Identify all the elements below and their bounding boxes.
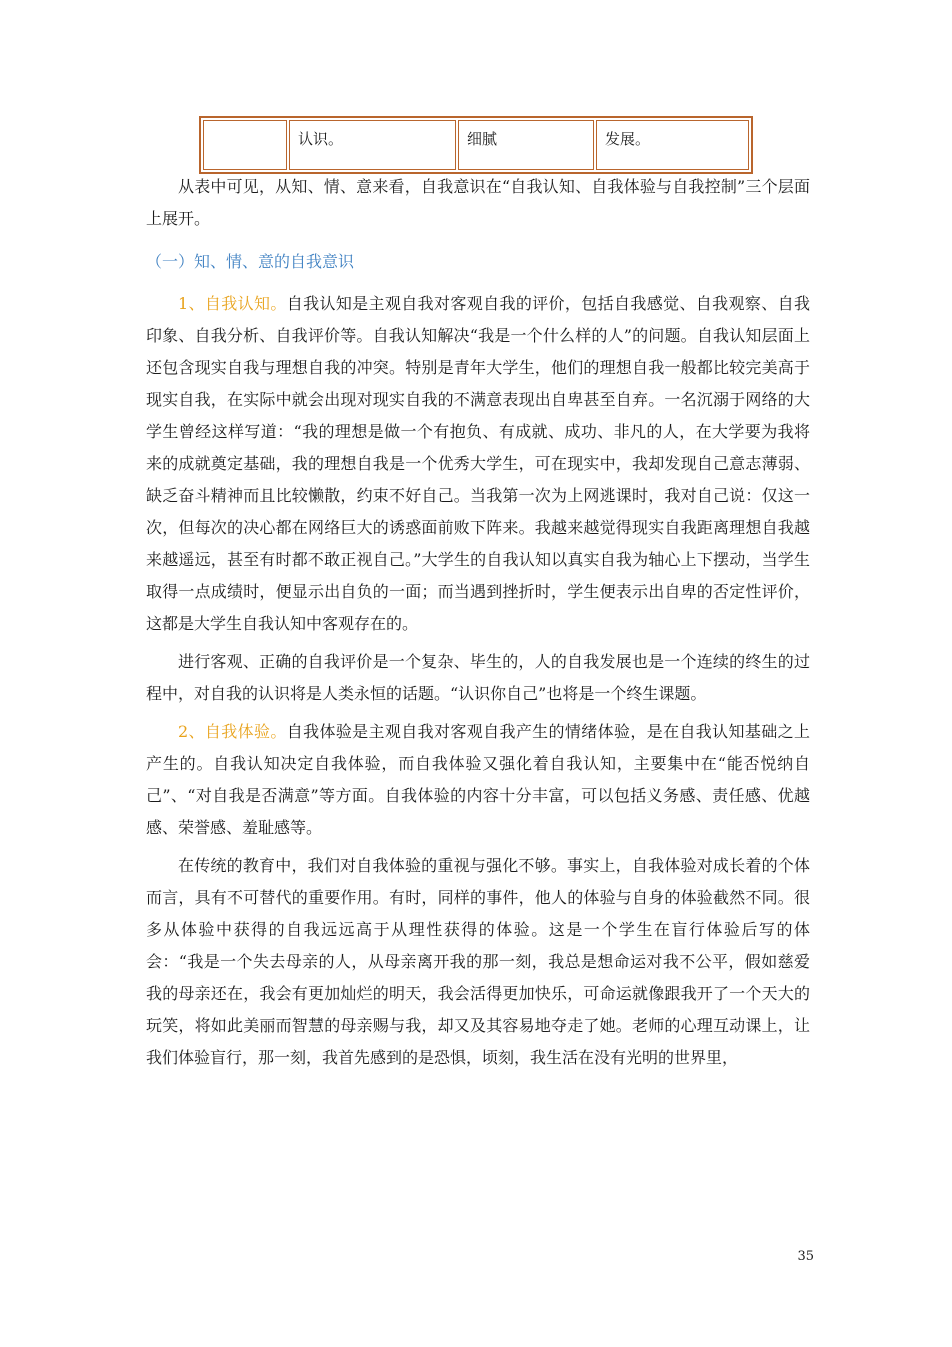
paragraph-self-experience-text: 自我体验是主观自我对客观自我产生的情绪体验，是在自我认知基础之上产生的。自我认知决定自我体验，而自我体验又强化着自我认知，主要集中在“能否悦纳自己”、“对自我是否满意”等方面。自我体验的内容十分丰富，可以包括义务感、责任感、优越感、荣誉感、羞耻感等。 [146, 722, 810, 837]
table-fragment [199, 116, 753, 174]
page-number: 35 [797, 1249, 814, 1264]
paragraph-traditional-education: 在传统的教育中，我们对自我体验的重视与强化不够。事实上，自我体验对成长着的个体而言，具有不可替代的重要作用。有时，同样的事件，他人的体验与自身的体验截然不同。很多从体验中获得的自我远远高于从理性获得的体验。这是一个学生在盲行体验后写的体会：“我是一个失去母亲的人，从母亲离开我的那一刻，我总是想命运对我不公平，假如慈爱我的母亲还在，我会有更加灿烂的明天，我会活得更加快乐，可命运就像跟我开了一个天大的玩笑，将如此美丽而智慧的母亲赐与我，却又及其容易地夺走了她。老师的心理互动课上，让我们体验盲行，那一刻，我首先感到的是恐惧，顷刻，我生活在没有光明的世界里， [146, 856, 810, 1067]
subheading-self-cognition: 1、自我认知。 [178, 294, 287, 313]
table-row [203, 120, 749, 170]
paragraph-self-evaluation: 进行客观、正确的自我评价是一个复杂、毕生的，人的自我发展也是一个连续的终生的过程中，对自我的认识将是人类永恒的话题。“认识你自己”也将是一个终生课题。 [146, 652, 810, 703]
table-cell-3: 细腻 [458, 120, 594, 170]
paragraph-self-cognition [146, 288, 810, 640]
paragraph-self-cognition-text: 自我认知是主观自我对客观自我的评价，包括自我感觉、自我观察、自我印象、自我分析、自我评价等。自我认知解决“我是一个什么样的人”的问题。自我认知层面上还包含现实自我与理想自我的冲突。特别是青年大学生，他们的理想自我一般都比较完美高于现实自我，在实际中就会出现对现实自我的不满意表现出自卑甚至自弃。一名沉溺于网络的大学生曾经这样写道：“我的理想是做一个有抱负、有成就、成功、非凡的人，在大学要为我将来的成就奠定基础，我的理想自我是一个优秀大学生，可在现实中，我却发现自己意志薄弱、缺乏奋斗精神而且比较懒散，约束不好自己。当我第一次为上网逃课时，我对自己说：仅这一次，但每次的决心都在网络巨大的诱惑面前败下阵来。我越来越觉得现实自我距离理想自我越来越遥远，甚至有时都不敢正视自己。”大学生的自我认知以真实自我为轴心上下摆动，当学生取得一点成绩时，便显示出自负的一面；而当遇到挫折时，学生便表示出自卑的否定性评价，这都是大学生自我认知中客观存在的。 [146, 294, 810, 633]
body-text [146, 171, 810, 1074]
paragraph-self-experience [146, 716, 810, 844]
paragraph-summary: 从表中可见，从知、情、意来看，自我意识在“自我认知、自我体验与自我控制”三个层面上展开。 [146, 177, 810, 228]
table-cell-1 [203, 120, 287, 170]
table-cell-2: 认识。 [289, 120, 456, 170]
section-heading: （一）知、情、意的自我意识 [146, 252, 355, 271]
table-cell-4: 发展。 [596, 120, 749, 170]
subheading-self-experience: 2、自我体验。 [178, 722, 287, 741]
